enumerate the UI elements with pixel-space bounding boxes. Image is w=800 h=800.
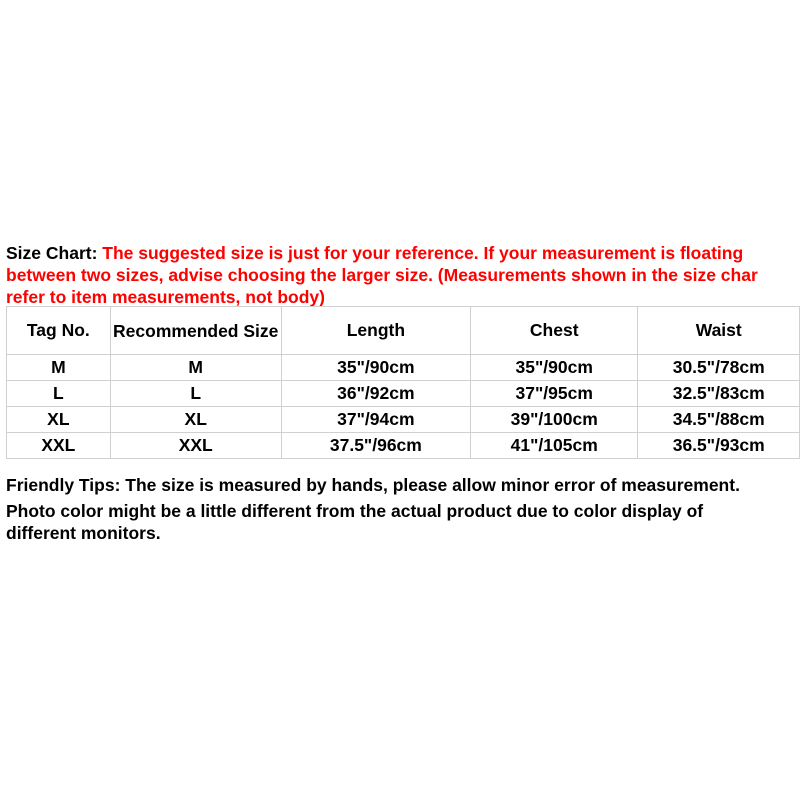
table-row <box>7 433 800 459</box>
cell-waist: 36.5"/93cm <box>638 433 800 459</box>
cell-recommended-size: XXL <box>110 433 281 459</box>
cell-waist: 32.5"/83cm <box>638 381 800 407</box>
header-chest: Chest <box>471 307 638 355</box>
size-chart-intro <box>6 242 800 308</box>
cell-tag-no: L <box>7 381 111 407</box>
intro-note-line-3: refer to item measurements, not body) <box>6 287 325 307</box>
intro-line-1 <box>6 242 800 264</box>
cell-tag-no: XL <box>7 407 111 433</box>
size-table <box>6 306 800 459</box>
cell-waist: 30.5"/78cm <box>638 355 800 381</box>
photo-color-note-line-2: different monitors. <box>6 523 161 543</box>
cell-chest: 37"/95cm <box>471 381 638 407</box>
cell-recommended-size: XL <box>110 407 281 433</box>
tips-section <box>6 474 800 544</box>
cell-tag-no: XXL <box>7 433 111 459</box>
cell-length: 37"/94cm <box>281 407 470 433</box>
cell-waist: 34.5"/88cm <box>638 407 800 433</box>
size-chart-label: Size Chart: <box>6 243 103 263</box>
cell-tag-no: M <box>7 355 111 381</box>
cell-chest: 41"/105cm <box>471 433 638 459</box>
intro-note-line-1: The suggested size is just for your reference. If your measurement is floating <box>102 243 744 263</box>
cell-length: 37.5"/96cm <box>281 433 470 459</box>
header-tag-no: Tag No. <box>7 307 111 355</box>
header-waist: Waist <box>638 307 800 355</box>
table-header-row <box>7 307 800 355</box>
table-row <box>7 381 800 407</box>
table-row <box>7 407 800 433</box>
cell-length: 36"/92cm <box>281 381 470 407</box>
cell-recommended-size: L <box>110 381 281 407</box>
table-row <box>7 355 800 381</box>
cell-chest: 35"/90cm <box>471 355 638 381</box>
cell-length: 35"/90cm <box>281 355 470 381</box>
header-recommended-size: Recommended Size <box>110 307 281 355</box>
intro-note-line-2: between two sizes, advise choosing the larger size. (Measurements shown in the size char <box>6 265 758 285</box>
cell-chest: 39"/100cm <box>471 407 638 433</box>
header-length: Length <box>281 307 470 355</box>
friendly-tips: Friendly Tips: The size is measured by hands, please allow minor error of measurement. <box>6 475 740 495</box>
cell-recommended-size: M <box>110 355 281 381</box>
photo-color-note-line-1: Photo color might be a little different from the actual product due to color display of <box>6 501 704 521</box>
